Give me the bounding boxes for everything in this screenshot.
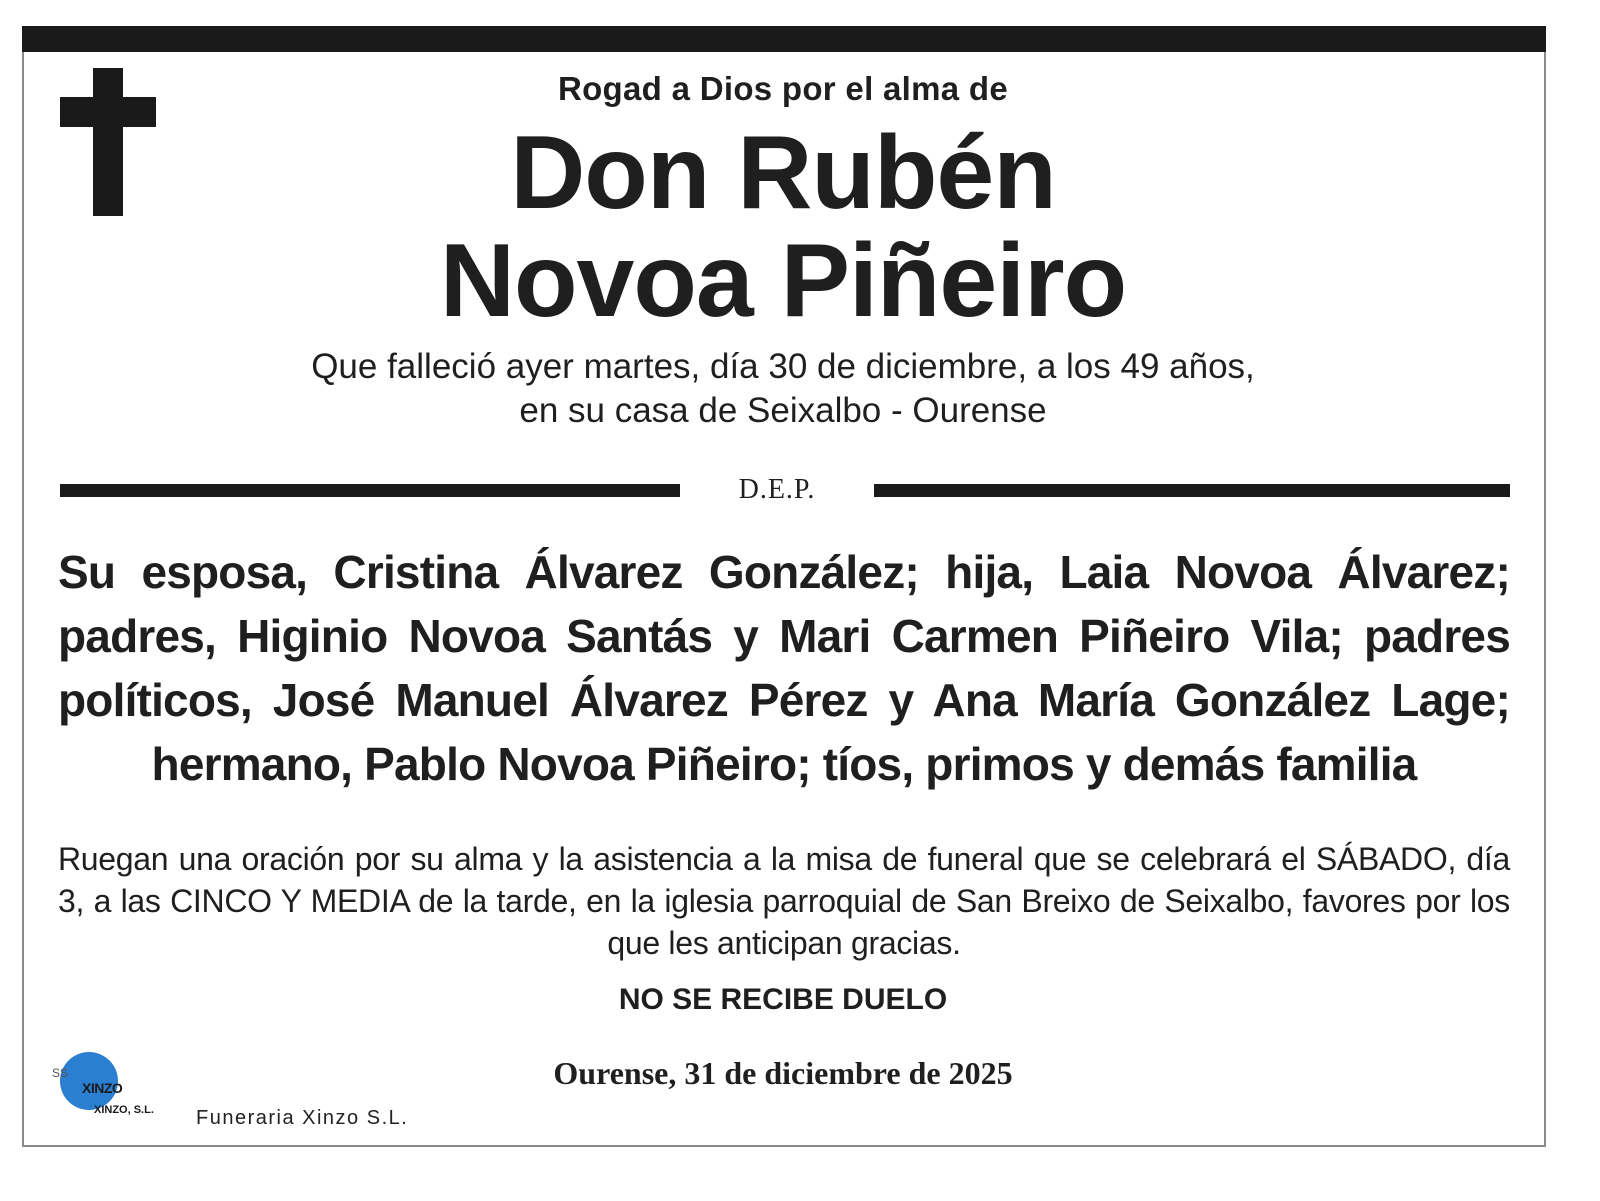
publication-date: Ourense, 31 de diciembre de 2025 (553, 1055, 1013, 1091)
family-paragraph: Su esposa, Cristina Álvarez González; hija, Laia Novoa Álvarez; padres, Higinio Novoa Santás y Mari Carmen Piñeiro Vila; padres políticos, José Manuel Álvarez Pérez y Ana María González Lage; hermano, Pablo Novoa Piñeiro; tíos, primos y demás familia (58, 546, 1510, 790)
funeral-notice: Ruegan una oración por su alma y la asistencia a la misa de funeral que se celebrará el SÁBADO, día 3, a las CINCO Y MEDIA de la tarde, en la iglesia parroquial de San Breixo de Seixalbo, favores por los que les anticipan gracias. (58, 841, 1510, 961)
top-black-bar (22, 26, 1546, 52)
deceased-name-line1: Don Rubén (510, 115, 1056, 231)
death-info (0, 345, 1566, 433)
divider-right-rule (874, 484, 1510, 497)
funeraria-logo (52, 1052, 182, 1128)
divider-left-rule (60, 484, 680, 497)
logo-subtext: XINZO, S.L. (94, 1104, 154, 1116)
dep-label: D.E.P. (738, 474, 816, 505)
logo-wordmark: XINZO (82, 1080, 123, 1096)
logo-mark: SS (52, 1066, 69, 1080)
no-duelo-notice: NO SE RECIBE DUELO (618, 983, 948, 1016)
death-info-line2: en su casa de Seixalbo - Ourense (519, 391, 1047, 430)
funeraria-name: Funeraria Xinzo S.L. (196, 1107, 409, 1129)
intro-text: Rogad a Dios por el alma de (557, 70, 1009, 107)
death-info-line1: Que falleció ayer martes, día 30 de diciembre, a los 49 años, (311, 347, 1255, 386)
deceased-name-line2: Novoa Piñeiro (439, 223, 1127, 339)
